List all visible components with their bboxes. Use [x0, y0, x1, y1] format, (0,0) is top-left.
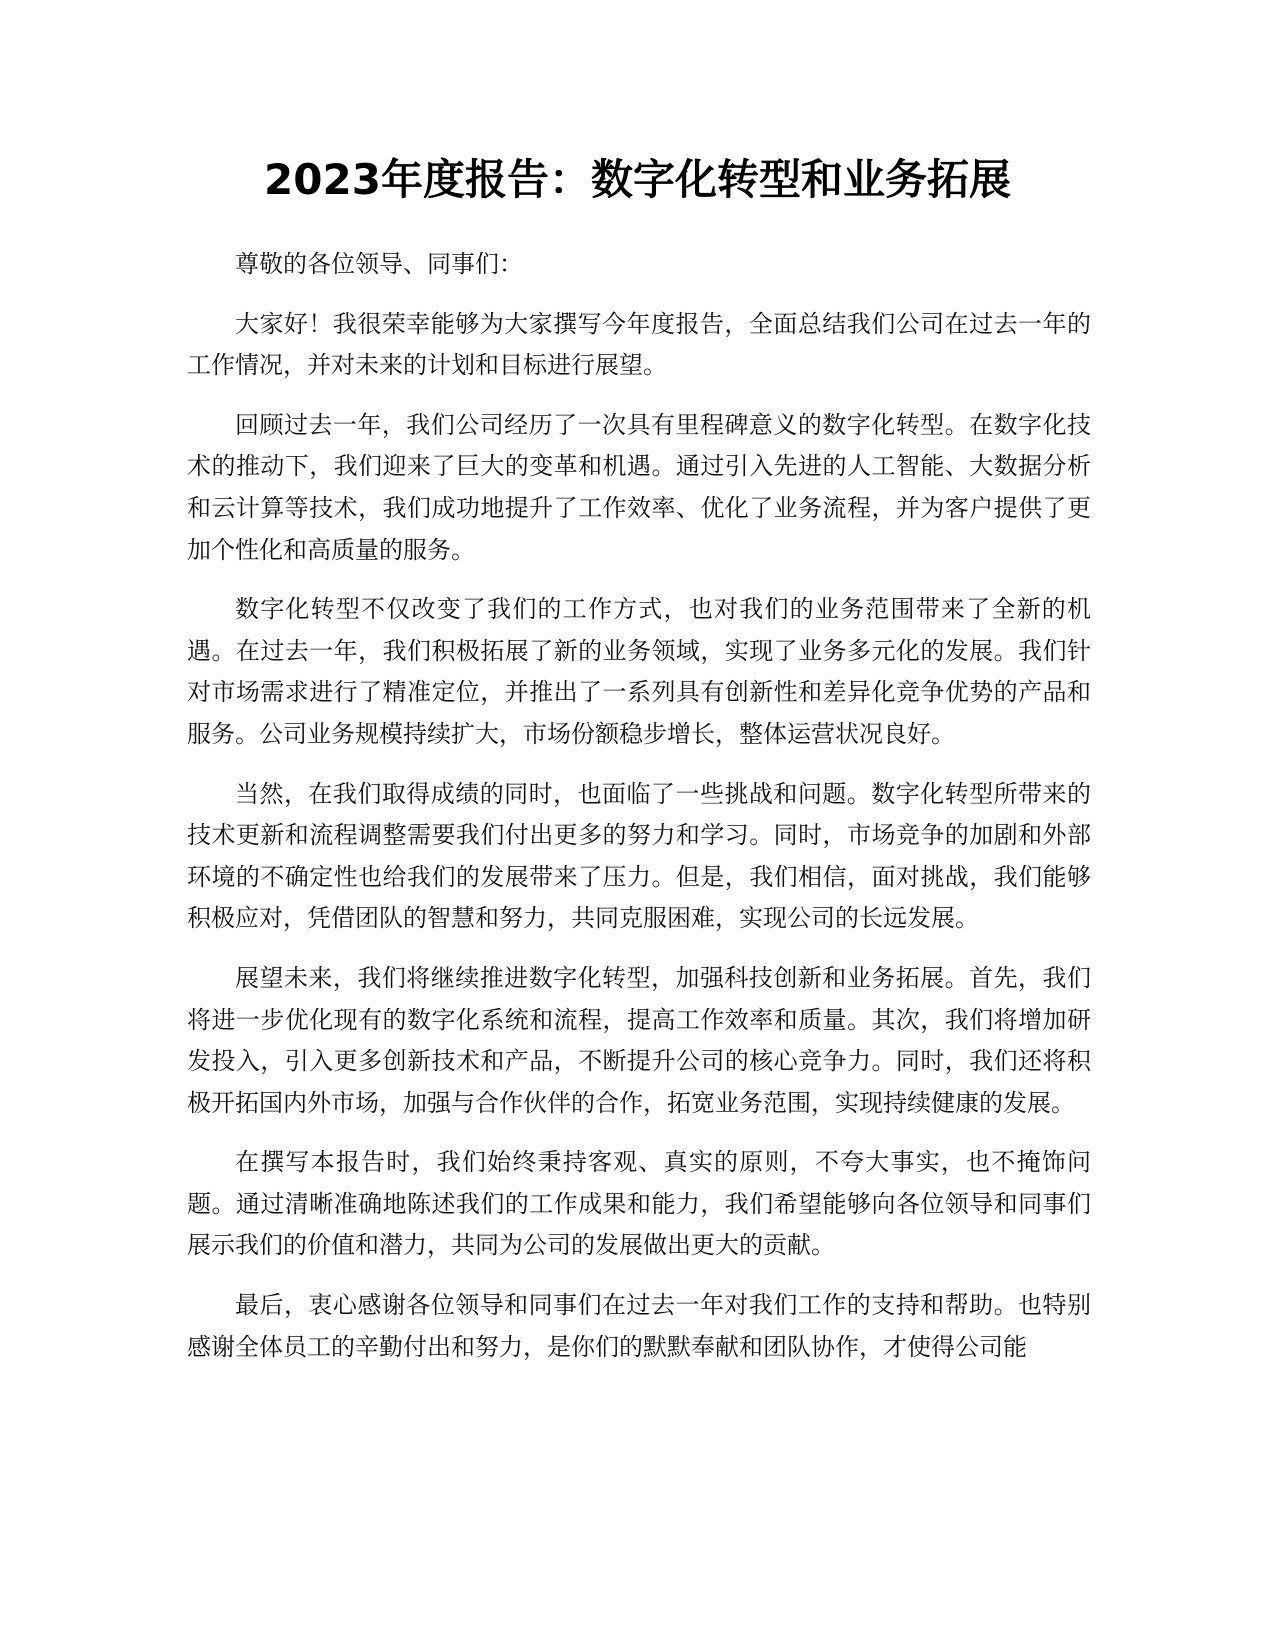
paragraph-thanks: 最后，衷心感谢各位领导和同事们在过去一年对我们工作的支持和帮助。也特别感谢全体员工的辛勤付出和努力，是你们的默默奉献和团队协作，才使得公司能 — [187, 1291, 1091, 1361]
salutation: 尊敬的各位领导、同事们： — [235, 250, 523, 278]
document-body — [187, 244, 1091, 1386]
paragraph-principles: 在撰写本报告时，我们始终秉持客观、真实的原则，不夸大事实，也不掩饰问题。通过清晰准确地陈述我们的工作成果和能力，我们希望能够向各位领导和同事们展示我们的价值和潜力，共同为公司的发展做出更大的贡献。 — [187, 1148, 1091, 1260]
paragraph-outlook: 展望未来，我们将继续推进数字化转型，加强科技创新和业务拓展。首先，我们将进一步优化现有的数字化系统和流程，提高工作效率和质量。其次，我们将增加研发投入，引入更多创新技术和产品，不断提升公司的核心竞争力。同时，我们还将积极开拓国内外市场，加强与合作伙伴的合作，拓宽业务范围，实现持续健康的发展。 — [187, 963, 1091, 1117]
paragraph-greeting: 大家好！我很荣幸能够为大家撰写今年度报告，全面总结我们公司在过去一年的工作情况，并对未来的计划和目标进行展望。 — [187, 309, 1091, 380]
document-title: 2023年度报告：数字化转型和业务拓展 — [264, 155, 1011, 204]
paragraph-review: 回顾过去一年，我们公司经历了一次具有里程碑意义的数字化转型。在数字化技术的推动下，我们迎来了巨大的变革和机遇。通过引入先进的人工智能、大数据分析和云计算等技术，我们成功地提升了工作效率、优化了业务流程，并为客户提供了更加个性化和高质量的服务。 — [187, 410, 1091, 564]
paragraph-business-expansion: 数字化转型不仅改变了我们的工作方式，也对我们的业务范围带来了全新的机遇。在过去一年，我们积极拓展了新的业务领域，实现了业务多元化的发展。我们针对市场需求进行了精准定位，并推出了一系列具有创新性和差异化竞争优势的产品和服务。公司业务规模持续扩大，市场份额稳步增长，整体运营状况良好。 — [187, 595, 1091, 748]
paragraph-challenges: 当然，在我们取得成绩的同时，也面临了一些挑战和问题。数字化转型所带来的技术更新和流程调整需要我们付出更多的努力和学习。同时，市场竞争的加剧和外部环境的不确定性也给我们的发展带来了压力。但是，我们相信，面对挑战，我们能够积极应对，凭借团队的智慧和努力，共同克服困难，实现公司的长远发展。 — [187, 779, 1091, 933]
